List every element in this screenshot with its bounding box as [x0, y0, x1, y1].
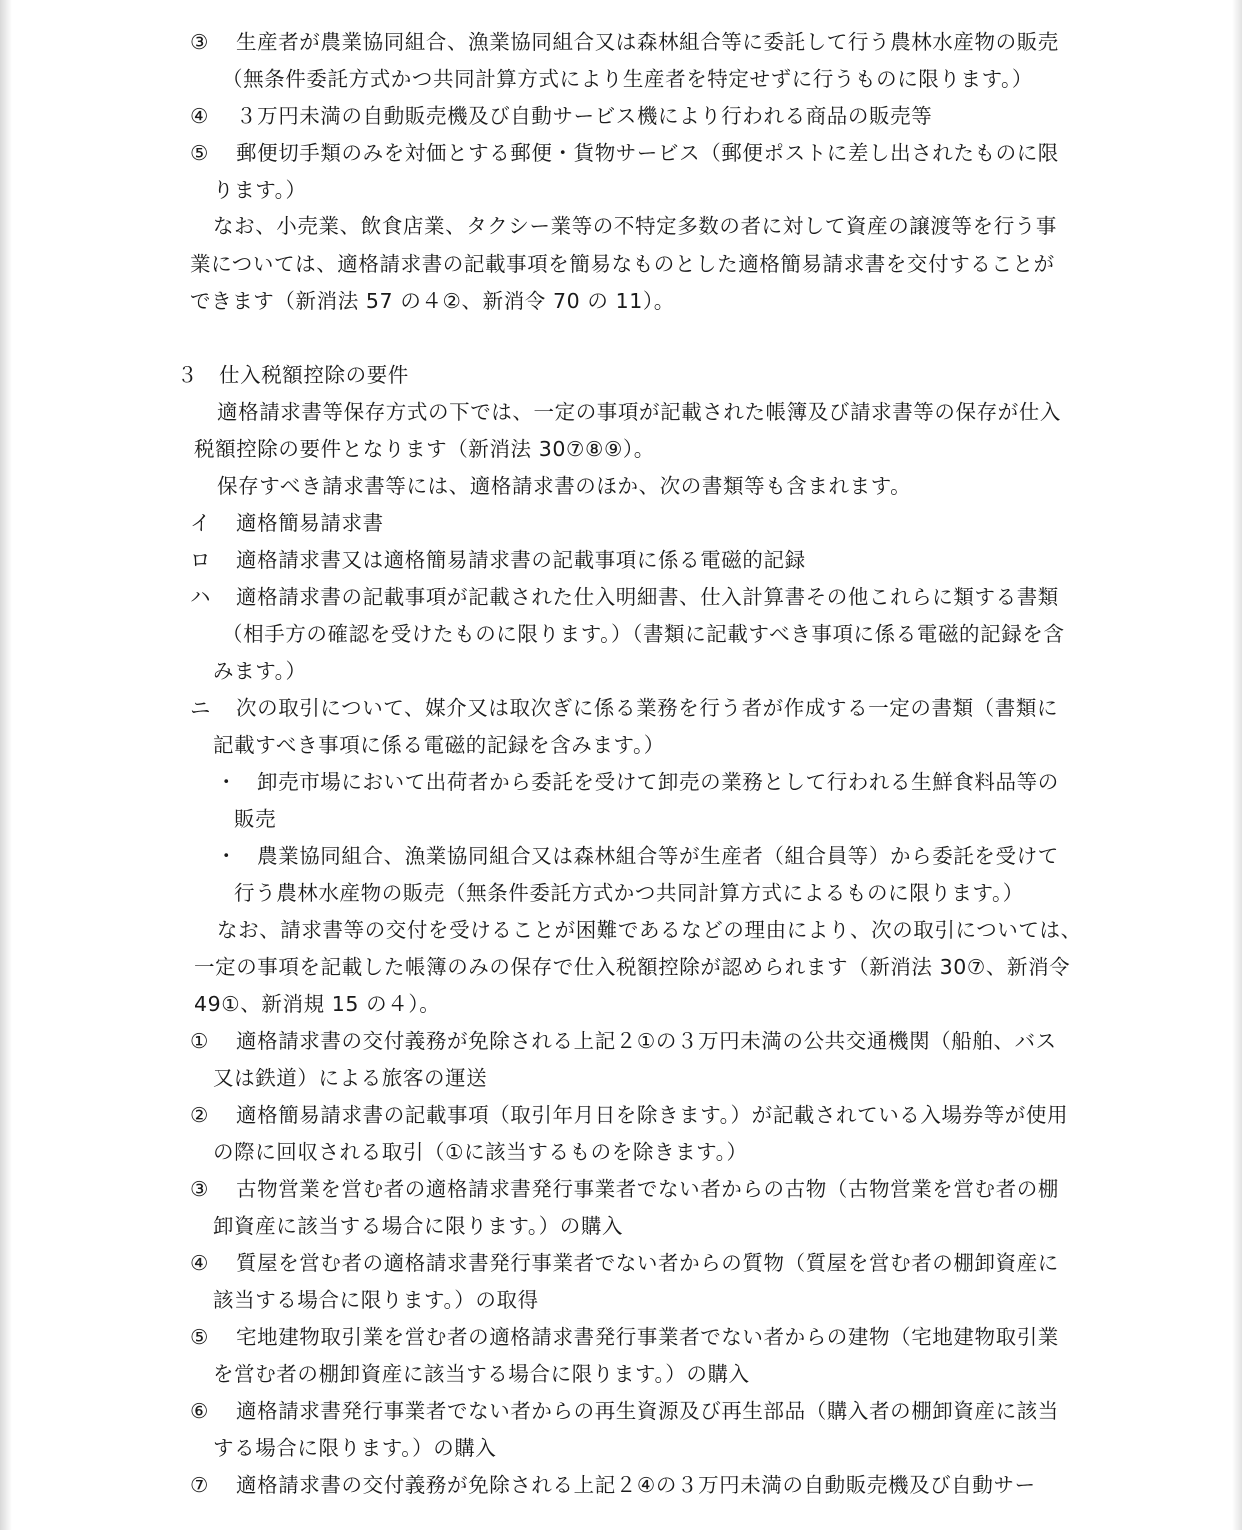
section-title: 仕入税額控除の要件: [219, 363, 409, 387]
list-item-text: 適格請求書の記載事項が記載された仕入明細書、仕入計算書その他これらに類する書類: [236, 585, 1059, 609]
bullet-text: 行う農林水産物の販売（無条件委託方式かつ共同計算方式によるものに限ります。）: [234, 881, 1024, 905]
page-edge-left: [0, 0, 12, 1530]
list-item-text: 質屋を営む者の適格請求書発行事業者でない者からの質物（質屋を営む者の棚卸資産に: [236, 1251, 1059, 1275]
bullet-marker: ・: [216, 770, 237, 794]
list-item-text: 適格請求書の交付義務が免除される上記２④の３万円未満の自動販売機及び自動サー: [236, 1473, 1036, 1497]
paragraph-line: なお、請求書等の交付を受けることが困難であるなどの理由により、次の取引については、: [217, 918, 1082, 942]
list-item-text: 適格請求書発行事業者でない者からの再生資源及び再生部品（購入者の棚卸資産に該当: [236, 1399, 1059, 1423]
paragraph-line: 保存すべき請求書等には、適格請求書のほか、次の書類等も含まれます。: [217, 474, 912, 498]
list-marker: イ: [190, 511, 211, 535]
page-edge-right: [1232, 0, 1242, 1530]
list-item-text: 生産者が農業協同組合、漁業協同組合又は森林組合等に委託して行う農林水産物の販売: [236, 30, 1059, 54]
list-item-text: する場合に限ります。）の購入: [213, 1436, 497, 1460]
list-item-text: 宅地建物取引業を営む者の適格請求書発行事業者でない者からの建物（宅地建物取引業: [236, 1325, 1059, 1349]
list-marker: ロ: [190, 548, 211, 572]
list-item-text: 適格請求書の交付義務が免除される上記２①の３万円未満の公共交通機関（船舶、バス: [236, 1029, 1057, 1053]
list-marker: ④: [190, 1251, 209, 1275]
list-item-text: 郵便切手類のみを対価とする郵便・貨物サービス（郵便ポストに差し出されたものに限: [236, 141, 1059, 165]
list-item-text: の際に回収される取引（①に該当するものを除きます。）: [213, 1140, 748, 1164]
list-item-text: を営む者の棚卸資産に該当する場合に限ります。）の購入: [213, 1362, 750, 1386]
bullet-text: 農業協同組合、漁業協同組合又は森林組合等が生産者（組合員等）から委託を受けて: [257, 844, 1059, 868]
list-item-text: （無条件委託方式かつ共同計算方式により生産者を特定せずに行うものに限ります。）: [222, 67, 1034, 91]
bullet-text: 卸売市場において出荷者から委託を受けて卸売の業務として行われる生鮮食料品等の: [257, 770, 1059, 794]
list-marker: ④: [190, 104, 209, 128]
list-item-text: 該当する場合に限ります。）の取得: [213, 1288, 539, 1312]
list-item-text: ります。）: [213, 178, 307, 202]
list-item-text: 記載すべき事項に係る電磁的記録を含みます。）: [213, 733, 665, 757]
list-marker: ⑦: [190, 1473, 209, 1497]
paragraph-line: 49①、新消規 15 の４）。: [194, 992, 441, 1016]
list-item-text: 古物営業を営む者の適格請求書発行事業者でない者からの古物（古物営業を営む者の棚: [236, 1177, 1059, 1201]
list-item-text: （相手方の確認を受けたものに限ります。）（書類に記載すべき事項に係る電磁的記録を含: [222, 622, 1065, 646]
list-marker: ⑤: [190, 141, 209, 165]
list-marker: ニ: [190, 696, 211, 720]
list-marker: ②: [190, 1103, 209, 1127]
list-marker: ③: [190, 1177, 209, 1201]
paragraph-line: 適格請求書等保存方式の下では、一定の事項が記載された帳簿及び請求書等の保存が仕入: [217, 400, 1061, 424]
paragraph-line: 業については、適格請求書の記載事項を簡易なものとした適格簡易請求書を交付することが: [190, 252, 1055, 276]
section-number: ３: [177, 363, 198, 387]
list-item-text: 卸資産に該当する場合に限ります。）の購入: [213, 1214, 624, 1238]
paragraph-line: なお、小売業、飲食店業、タクシー業等の不特定多数の者に対して資産の譲渡等を行う事: [213, 214, 1057, 238]
paragraph-line: 税額控除の要件となります（新消法 30⑦⑧⑨）。: [194, 437, 655, 461]
list-item-text: 適格請求書又は適格簡易請求書の記載事項に係る電磁的記録: [236, 548, 806, 572]
paragraph-line: 一定の事項を記載した帳簿のみの保存で仕入税額控除が認められます（新消法 30⑦、新消令: [194, 955, 1071, 979]
list-item-text: ３万円未満の自動販売機及び自動サービス機により行われる商品の販売等: [236, 104, 933, 128]
list-item-text: 次の取引について、媒介又は取次ぎに係る業務を行う者が作成する一定の書類（書類に: [236, 696, 1059, 720]
bullet-marker: ・: [216, 844, 237, 868]
list-marker: ①: [190, 1029, 209, 1053]
list-marker: ③: [190, 30, 209, 54]
list-item-text: みます。）: [213, 659, 307, 683]
list-item-text: 適格簡易請求書の記載事項（取引年月日を除きます。）が記載されている入場券等が使用: [236, 1103, 1069, 1127]
list-item-text: 又は鉄道）による旅客の運送: [213, 1066, 488, 1090]
bullet-text: 販売: [234, 807, 277, 831]
list-item-text: 適格簡易請求書: [236, 511, 384, 535]
list-marker: ハ: [190, 585, 211, 609]
list-marker: ⑤: [190, 1325, 209, 1349]
list-marker: ⑥: [190, 1399, 209, 1423]
paragraph-line: できます（新消法 57 の４②、新消令 70 の 11）。: [190, 289, 675, 313]
